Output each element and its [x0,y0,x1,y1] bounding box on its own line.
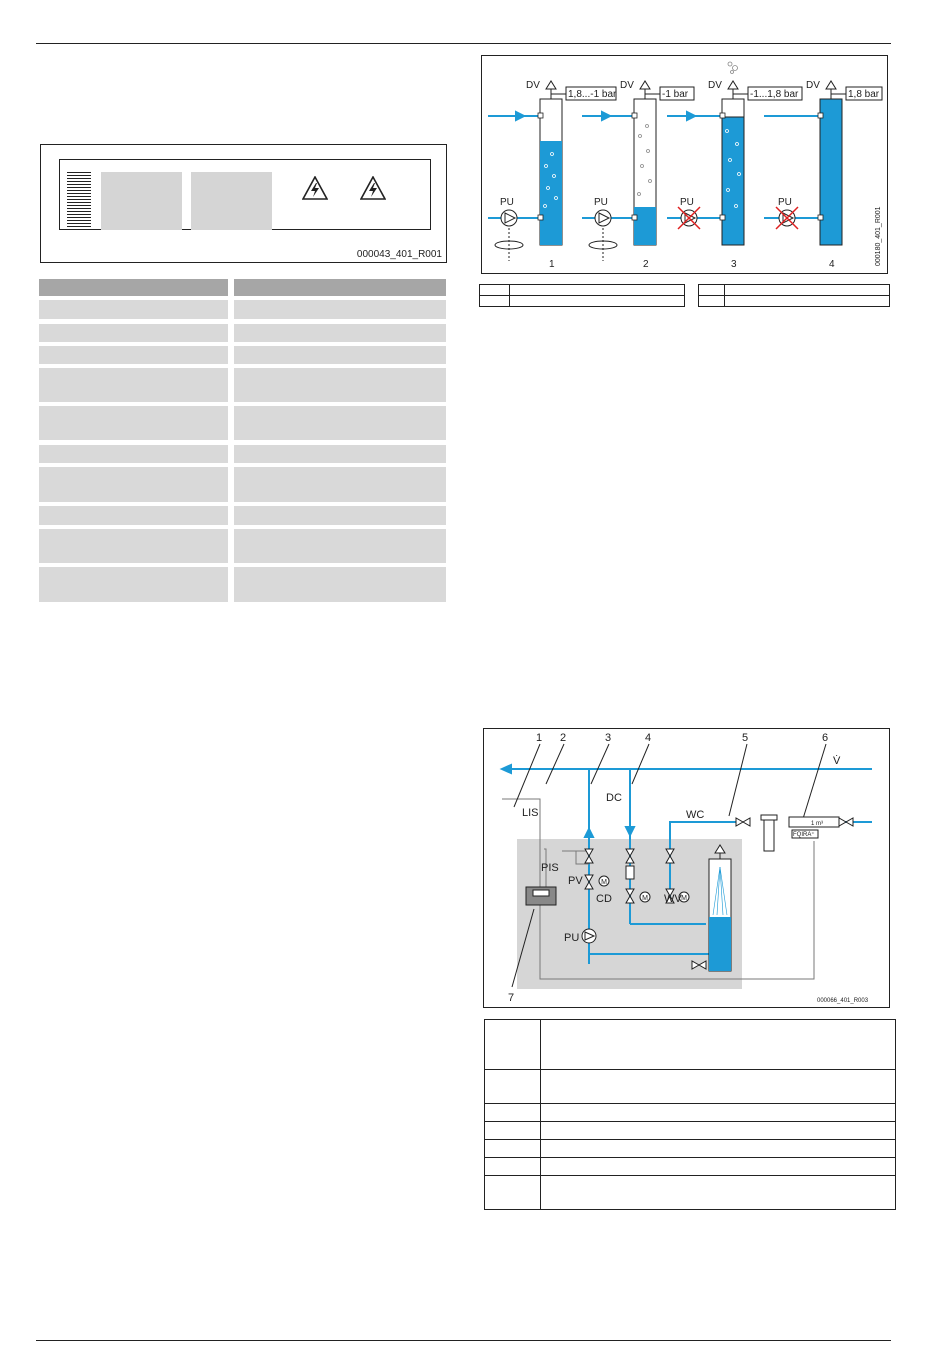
pressure-label: -1...1,8 bar [750,89,799,100]
spec-table-row [39,324,446,342]
spec-table-row [39,368,446,402]
wv-label: WV [664,893,682,905]
schematic-legend-table [484,1019,896,1210]
nameplate-label [59,159,431,230]
pu-label: PU [594,197,608,208]
pv-label: PV [568,875,583,887]
spec-table-row [39,300,446,319]
stage-number: 1 [549,259,555,270]
schematic-number: 7 [508,992,515,1004]
schematic-number: 1 [536,732,543,744]
pu-label: PU [680,197,694,208]
dv-label: DV [708,80,722,91]
pressure-label: 1,8...-1 bar [568,89,617,100]
bottom-rule [36,1340,891,1341]
cd-label: CD [596,893,612,905]
system-schematic-svg [484,729,889,1007]
schematic-number: 3 [605,732,612,744]
spec-table-row [39,567,446,602]
spec-table-row [39,529,446,563]
motor-label: M [681,895,687,902]
dc-label: DC [606,792,622,804]
nameplate-code: 000043_401_R001 [356,249,442,260]
degas-legend-left [479,284,685,307]
pis-label: PIS [541,862,559,874]
system-schematic [483,728,890,1008]
pu-label: PU [500,197,514,208]
spec-table-row [39,445,446,463]
stage-number: 4 [829,259,835,270]
motor-label: M [601,879,607,886]
dv-label: DV [806,80,820,91]
degas-diagram-code: 000180_401_R001 [875,206,882,266]
spec-table-header [39,279,446,296]
spec-table-row [39,346,446,364]
pressure-label: -1 bar [662,89,689,100]
schematic-code: 000066_401_R003 [817,998,869,1004]
degassing-diagram [481,55,888,274]
dv-label: DV [526,80,540,91]
label-field-1 [101,172,182,230]
stage-number: 2 [643,259,649,270]
stage-number: 3 [731,259,737,270]
spec-table-row [39,467,446,502]
schematic-number: 6 [822,732,829,744]
top-rule [36,43,891,44]
motor-label: M [642,895,648,902]
electrical-hazard-icon [302,176,328,200]
schematic-number: 4 [645,732,652,744]
schematic-number: 2 [560,732,567,744]
degas-legend-right [698,284,890,307]
spec-table-row [39,406,446,440]
wc-label: WC [686,809,705,821]
schematic-number: 5 [742,732,749,744]
pressure-label: 1,8 bar [848,89,880,100]
pu-label: PU [778,197,792,208]
fqira-label: FQIRA⁺ [793,832,815,838]
nameplate-figure [40,144,447,263]
pu-label: PU [564,932,580,944]
meter-label: 1 m³ [811,821,823,827]
dv-label: DV [620,80,634,91]
spec-table-row [39,506,446,525]
lis-label: LIS [522,807,539,819]
label-field-2 [191,172,272,230]
flow-rate-label: V̇ [833,755,841,767]
degassing-diagram-svg [482,56,887,273]
barcode-block [67,172,91,228]
electrical-hazard-icon [360,176,386,200]
